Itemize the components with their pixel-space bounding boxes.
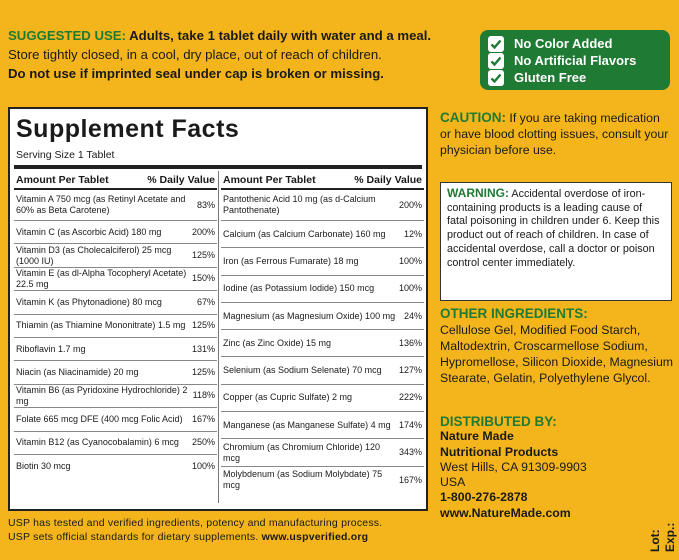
suggested-use-label: SUGGESTED USE: [8, 28, 126, 43]
checkmark-icon [488, 53, 504, 69]
serving-size: Serving Size 1 Tablet [16, 149, 115, 161]
suggested-use [8, 26, 478, 83]
nutrient-name: Vitamin C (as Ascorbic Acid) 180 mg [16, 226, 162, 237]
nutrient-row [221, 467, 424, 494]
nutrient-daily-value: 100% [398, 283, 422, 294]
nutrient-row [14, 244, 217, 267]
checkmark-icon [488, 70, 504, 86]
nutrient-daily-value: 125% [191, 320, 215, 331]
nutrient-row [221, 385, 424, 412]
nutrient-name: Molybdenum (as Sodium Molybdate) 75 mcg [223, 469, 383, 491]
nutrient-row [14, 190, 217, 221]
caution-label: CAUTION: [440, 110, 506, 125]
nutrient-daily-value: 100% [398, 255, 422, 266]
nutrient-row [14, 408, 217, 431]
nutrient-row [14, 432, 217, 455]
distributor-website[interactable]: www.NatureMade.com [440, 505, 571, 520]
nutrient-daily-value: 136% [398, 337, 422, 348]
nutrient-daily-value: 125% [191, 250, 215, 261]
nutrient-row [221, 303, 424, 330]
nutrient-name: Iodine (as Potassium Iodide) 150 mcg [223, 283, 375, 294]
suggested-use-line1: SUGGESTED USE: Adults, take 1 tablet daily with water and a meal. [8, 28, 432, 43]
nutrient-row [14, 361, 217, 384]
distributor-info [440, 414, 640, 521]
nutrient-daily-value: 83% [196, 199, 215, 210]
column-divider [218, 171, 219, 503]
usp-link[interactable]: www.uspverified.org [261, 531, 369, 543]
nutrient-daily-value: 12% [403, 228, 422, 239]
warning-box: WARNING: Accidental overdose of iron-containing products is a leading cause of fatal poisoning in children under 6. Keep this product out of reach of children. In case of accidental overdose, call a doctor or poison control center immediately. [440, 182, 672, 301]
nutrient-daily-value: 150% [191, 273, 215, 284]
nutrient-row [221, 439, 424, 466]
nutrient-row [221, 357, 424, 384]
nutrient-name: Iron (as Ferrous Fumarate) 18 mg [223, 255, 359, 266]
nutrient-daily-value: 125% [191, 367, 215, 378]
nutrient-name: Zinc (as Zinc Oxide) 15 mg [223, 337, 332, 348]
nutrient-name: Manganese (as Manganese Sulfate) 4 mg [223, 419, 391, 430]
caution-text: CAUTION: If you are taking medication or have blood clotting issues, consult your physician before use. [440, 110, 669, 157]
nutrient-daily-value: 200% [398, 199, 422, 210]
nutrient-daily-value: 100% [191, 461, 215, 472]
nutrient-row [221, 330, 424, 357]
distributor-name-2: Nutritional Products [440, 444, 559, 459]
nutrient-row [221, 190, 424, 221]
claims-box [480, 30, 670, 90]
heavy-rule [14, 165, 422, 169]
supplement-facts-panel [8, 107, 428, 511]
nutrient-daily-value: 200% [191, 226, 215, 237]
nutrient-name: Vitamin E (as dl-Alpha Tocopheryl Acetate) 22.5 mg [16, 267, 187, 289]
usp-statement: USP has tested and verified ingredients, potency and manufacturing process. USP sets official standards for dietary supplements. www.uspverified.org [8, 517, 383, 543]
nutrient-daily-value: 167% [398, 474, 422, 485]
nutrient-name: Biotin 30 mcg [16, 461, 71, 472]
nutrient-name: Magnesium (as Magnesium Oxide) 100 mg [223, 310, 396, 321]
nutrient-name: Vitamin B12 (as Cyanocobalamin) 6 mcg [16, 437, 179, 448]
nutrient-row [14, 268, 217, 291]
checkmark-icon [488, 36, 504, 52]
nutrient-row [221, 248, 424, 275]
nutrient-daily-value: 131% [191, 343, 215, 354]
nutrient-name: Copper (as Cupric Sulfate) 2 mg [223, 392, 353, 403]
other-ingredients-list: Cellulose Gel, Modified Food Starch, Maltodextrin, Croscarmellose Sodium, Hypromellose, Silicon Dioxide, Magnesium Stearate, Gelatin, Polyethylene Glycol. [440, 323, 674, 385]
nutrient-row [221, 221, 424, 248]
nutrient-row [221, 412, 424, 439]
nutrient-name: Vitamin K (as Phytonadione) 80 mcg [16, 296, 162, 307]
nutrient-daily-value: 343% [398, 447, 422, 458]
column-header: Amount Per Tablet % Daily Value [14, 171, 217, 190]
nutrient-daily-value: 127% [398, 365, 422, 376]
lot-exp-label [648, 523, 678, 552]
nutrient-row [14, 221, 217, 244]
nutrient-daily-value: 118% [192, 390, 215, 401]
nutrient-name: Niacin (as Niacinamide) 20 mg [16, 367, 139, 378]
nutrient-row [14, 385, 217, 408]
distributor-phone[interactable]: 1-800-276-2878 [440, 490, 528, 505]
warning-label: WARNING: [447, 186, 509, 200]
nutrient-name: Calcium (as Calcium Carbonate) 160 mg [223, 228, 386, 239]
nutrient-name: Riboflavin 1.7 mg [16, 343, 86, 354]
claim-item: No Artificial Flavors [488, 52, 670, 69]
nutrient-daily-value: 167% [191, 413, 215, 424]
distributor-name: Nature Made [440, 429, 514, 444]
nutrient-name: Vitamin A 750 mcg (as Retinyl Acetate and 60% as Beta Carotene) [16, 194, 186, 215]
nutrient-row [14, 291, 217, 314]
storage-line: Store tightly closed, in a cool, dry place, out of reach of children. [8, 47, 382, 62]
claim-item: No Color Added [488, 35, 670, 52]
lot-label: Lot: [648, 529, 662, 552]
distributor-city: West Hills, CA 91309-9903 [440, 459, 587, 474]
nutrient-row [221, 276, 424, 303]
other-ingredients-label: OTHER INGREDIENTS: [440, 306, 588, 321]
nutrient-name: Vitamin B6 (as Pyridoxine Hydrochloride) 2 mg [16, 384, 188, 406]
nutrient-name: Chromium (as Chromium Chloride) 120 mcg [223, 441, 381, 463]
facts-column-right [221, 171, 424, 505]
exp-label: Exp.: [663, 522, 677, 552]
nutrient-row [14, 338, 217, 361]
distributor-label: DISTRIBUTED BY: [440, 414, 557, 429]
nutrient-row [14, 315, 217, 338]
column-header: Amount Per Tablet % Daily Value [221, 171, 424, 190]
seal-warning-line: Do not use if imprinted seal under cap is broken or missing. [8, 66, 384, 81]
nutrient-daily-value: 174% [398, 419, 422, 430]
nutrient-daily-value: 250% [191, 437, 215, 448]
facts-column-left [14, 171, 217, 505]
nutrient-name: Pantothenic Acid 10 mg (as d-Calcium Pantothenate) [223, 194, 376, 215]
nutrient-daily-value: 24% [403, 310, 422, 321]
nutrient-name: Folate 665 mcg DFE (400 mcg Folic Acid) [16, 413, 183, 424]
other-ingredients [440, 306, 675, 386]
distributor-country: USA [440, 475, 466, 490]
claim-item: Gluten Free [488, 69, 670, 86]
facts-title: Supplement Facts [16, 115, 240, 143]
nutrient-daily-value: 67% [196, 296, 215, 307]
nutrient-name: Vitamin D3 (as Cholecalciferol) 25 mcg (1000 IU) [16, 244, 172, 266]
nutrient-daily-value: 222% [398, 392, 422, 403]
nutrient-name: Thiamin (as Thiamine Mononitrate) 1.5 mg [16, 320, 186, 331]
nutrient-row [14, 455, 217, 478]
nutrient-name: Selenium (as Sodium Selenate) 70 mcg [223, 365, 382, 376]
